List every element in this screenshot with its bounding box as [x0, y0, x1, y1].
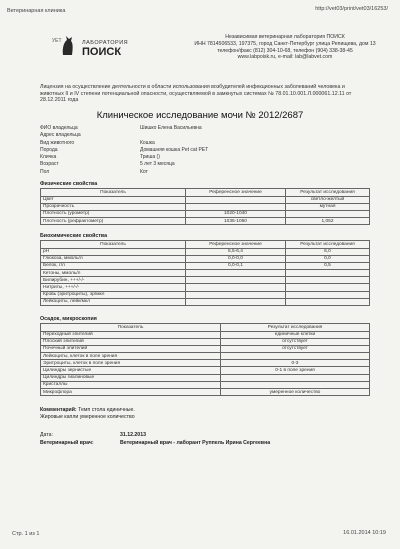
column-header: Референсное значение [186, 241, 286, 249]
table-row [41, 284, 370, 291]
patient-value: 5 лет 3 месяца [140, 161, 175, 168]
patient-value: Триша () [140, 154, 160, 161]
lab-logo [52, 34, 142, 60]
table-row [41, 262, 370, 269]
cell: Глюкоза, ммоль/л [41, 255, 186, 262]
cell [186, 203, 286, 210]
cell: pH [41, 248, 186, 255]
cell [286, 270, 370, 277]
column-header: Референсное значение [186, 189, 286, 197]
cell: Плотность (урометр) [41, 210, 186, 217]
document-title: Клиническое исследование мочи № 2012/2687 [96, 110, 304, 121]
cell: Кетоны, ммоль/л [41, 270, 186, 277]
cell [186, 270, 286, 277]
patient-row [40, 140, 340, 147]
table-row [41, 331, 370, 338]
table-row [41, 277, 370, 284]
cell: Белок, г/л [41, 262, 186, 269]
cell: 0,5 [286, 262, 370, 269]
table-row [41, 367, 370, 374]
patient-row [40, 125, 340, 132]
cell [286, 291, 370, 298]
cell: 1020-1040 [186, 210, 286, 217]
cell [186, 291, 286, 298]
cell: Лейкоциты, лейк/мкл [41, 298, 186, 305]
table-header-row [41, 189, 370, 197]
cell [186, 196, 286, 203]
lab-contact-block [180, 34, 390, 61]
print-date: 16.01.2014 10:19 [343, 530, 386, 536]
cell: Лейкоциты, клеток в поле зрения [41, 353, 221, 360]
patient-row [40, 147, 340, 154]
table-row [41, 210, 370, 217]
biochem-table [40, 240, 370, 306]
table-row [41, 338, 370, 345]
cell: 1,052 [286, 218, 370, 225]
clinic-header: Ветеринарная клиника [7, 8, 66, 14]
cell: Плоский эпителий [41, 338, 221, 345]
comments-label: Комментарий: [40, 407, 77, 413]
cell: единичные клетки [221, 331, 370, 338]
cell: Микрофлора [41, 389, 221, 396]
microscopy-table [40, 323, 370, 396]
cell: отсутствует [221, 345, 370, 352]
table-row [41, 360, 370, 367]
footer-fields [40, 432, 370, 447]
patient-row [40, 132, 340, 139]
date-value: 31.12.2013 [120, 432, 146, 438]
table-row [41, 218, 370, 225]
patient-row [40, 169, 340, 176]
table-row [41, 270, 370, 277]
cell [221, 381, 370, 388]
cell: отсутствует [221, 338, 370, 345]
column-header: Показатель [41, 189, 186, 197]
cell [186, 284, 286, 291]
patient-info [40, 125, 340, 176]
table-header-row [41, 241, 370, 249]
patient-value: Кошка [140, 139, 155, 146]
patient-row [40, 161, 340, 168]
physical-section-title: Физические свойства [40, 181, 98, 187]
cell: 0,0 [286, 255, 370, 262]
doctor-value: Ветеринарный врач - лаборант Руппель Ирина Сергеевна [120, 439, 271, 446]
date-label: Дата: [40, 432, 53, 438]
column-header: Показатель [41, 324, 221, 332]
patient-value: Кот [140, 168, 148, 175]
table-row [41, 374, 370, 381]
cell [186, 298, 286, 305]
lab-address: ИНН 7814506533, 197375, город Санкт-Петербург улица Репищева, дом 13 [194, 40, 376, 47]
logo-subtitle: ЛАБОРАТОРИЯ [82, 40, 129, 46]
column-header: Показатель [41, 241, 186, 249]
column-header: Результат исследования [221, 324, 370, 332]
column-header: Результат исследования [286, 189, 370, 197]
cell [286, 298, 370, 305]
logo-prefix: УЕТ [52, 38, 62, 44]
lab-web: www.labpoisk.ru, e-mail: lab@labvet.com [237, 54, 333, 61]
lab-phone: телефон/факс (812) 304-10-68, телефон (904) 338-38-45 [217, 47, 353, 54]
comments-line2: Жировые капли умеренное количество [40, 414, 135, 420]
cell: 0,0-0,1 [186, 262, 286, 269]
cell [186, 277, 286, 284]
cell: мутная [286, 203, 370, 210]
cell: Цилиндры гиалиновые [41, 374, 221, 381]
cell [286, 277, 370, 284]
patient-key: ФИО владельца [40, 125, 78, 131]
cell [286, 210, 370, 217]
cell: 0-1 в поле зрения [221, 367, 370, 374]
logo-name: ПОИСК [82, 46, 122, 58]
cell: Цвет [41, 196, 186, 203]
cell: 6,0 [286, 248, 370, 255]
patient-key: Адрес владельца [40, 132, 81, 139]
cell: 0-3 [221, 360, 370, 367]
patient-value: Домашняя кошка Pet cat PET [140, 146, 209, 153]
license-text: Лицензия на осуществление деятельности в области использования возбудителей инфекционных заболеваний человека и животных II и IV степени потенциальной опасности, осуществляемой в замкнутых системах № 78.01.10.001.Л.000061.12.11 от 28.12.2011 года [40, 84, 352, 104]
patient-key: Порода [40, 146, 58, 153]
table-row [41, 345, 370, 352]
cell: 5,5-6,4 [186, 248, 286, 255]
cell: Цилиндры зернистые [41, 367, 221, 374]
cat-logo-icon [60, 34, 76, 56]
patient-key: Пол [40, 168, 50, 175]
cell [221, 374, 370, 381]
page-url: http://vet03/print/vet03/16253/ [315, 6, 388, 12]
patient-key: Вид животного [40, 139, 75, 146]
cell: Почечный эпителий [41, 345, 221, 352]
table-row [41, 381, 370, 388]
cell: Прозрачность [41, 203, 186, 210]
biochem-section-title: Биохимические свойства [40, 233, 108, 239]
column-header: Результат исследования [286, 241, 370, 249]
cell: Билирубин, +++/-/- [41, 277, 186, 284]
cell: Переходный эпителий [41, 331, 221, 338]
lab-name: Независимая ветеринарная лаборатория ПОИСК [225, 34, 345, 40]
cell: Плотность (рефрактометр) [41, 218, 186, 225]
table-row [41, 298, 370, 305]
cell: Эритроциты, клеток в поле зрения [41, 360, 221, 367]
table-row [41, 196, 370, 203]
patient-value: Шишко Елена Васильевна [140, 125, 202, 131]
table-row [41, 248, 370, 255]
table-row [41, 291, 370, 298]
patient-key: Возраст [40, 161, 59, 168]
table-row [41, 203, 370, 210]
physical-table [40, 188, 370, 225]
table-header-row [41, 324, 370, 332]
table-row [41, 389, 370, 396]
cell: Нитриты, +++/-/- [41, 284, 186, 291]
table-row [41, 353, 370, 360]
comments-line1: Темп стола единичные. [78, 407, 135, 413]
doctor-label: Ветеринарный врач: [40, 439, 94, 446]
patient-key: Кличка [40, 154, 57, 161]
table-row [41, 255, 370, 262]
cell: светло-желтый [286, 196, 370, 203]
micro-section-title: Осадок, микроскопия [40, 316, 97, 322]
cell [221, 353, 370, 360]
cell: Кристаллы [41, 381, 221, 388]
cell: 0,0-0,0 [186, 255, 286, 262]
cell: 1035-1060 [186, 218, 286, 225]
patient-row [40, 154, 340, 161]
page-number: Стр. 1 из 1 [12, 531, 40, 537]
cell: умеренное количество [221, 389, 370, 396]
comments-block [40, 407, 370, 421]
cell: Кровь (эритроциты), эр/мкл [41, 291, 186, 298]
cell [286, 284, 370, 291]
